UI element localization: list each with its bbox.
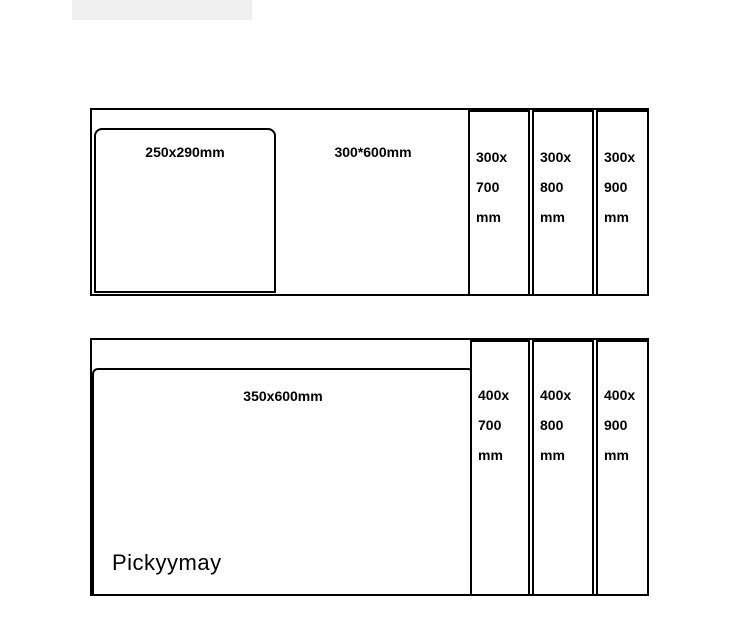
- size-box-300x900-label: 300x 900 mm: [604, 149, 636, 225]
- size-box-300x800-label: 300x 800 mm: [540, 149, 572, 225]
- size-box-300x800: [532, 110, 594, 296]
- size-box-400x800: [532, 340, 594, 596]
- size-box-400x900: [596, 340, 649, 596]
- size-box-400x700-label: 400x 700 mm: [478, 387, 510, 463]
- size-box-250x290-label: 250x290mm: [145, 144, 225, 160]
- size-box-400x700: [470, 340, 530, 596]
- size-box-300x900: [596, 110, 649, 296]
- size-box-300x700-label: 300x 700 mm: [476, 149, 508, 225]
- size-box-400x800-label: 400x 800 mm: [540, 387, 572, 463]
- size-box-350x600-label: 350x600mm: [243, 388, 323, 404]
- top-grey-bar: [72, 0, 252, 20]
- size-box-350x600: [92, 368, 474, 596]
- size-box-400x900-label: 400x 900 mm: [604, 387, 636, 463]
- size-box-300x700: [468, 110, 530, 296]
- size-label-300x600: 300*600mm: [334, 144, 412, 160]
- size-box-250x290: [94, 128, 276, 293]
- brand-text: Pickyymay: [112, 550, 222, 575]
